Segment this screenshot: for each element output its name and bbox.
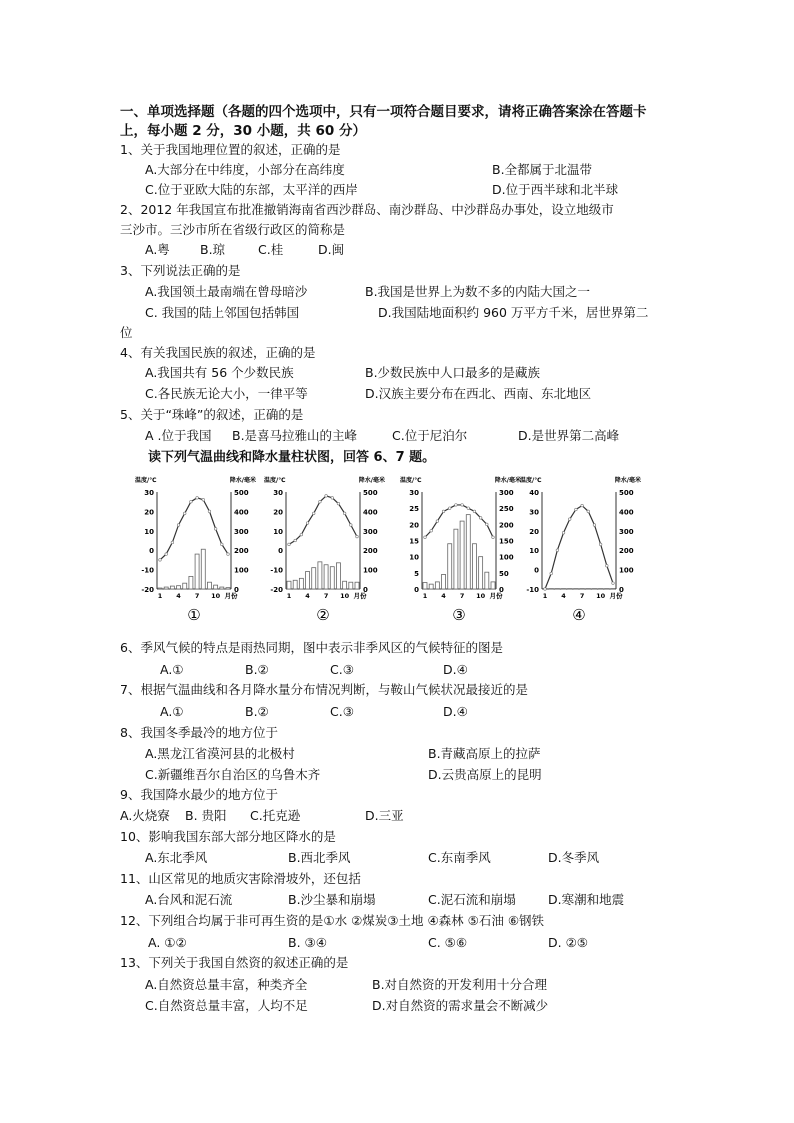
tick-right: 200 (363, 547, 378, 556)
tick-right: 0 (234, 586, 239, 594)
precip-bar (605, 589, 609, 590)
question-5-option-d: D.是世界第二高峰 (518, 428, 620, 443)
tick-left: 0 (149, 547, 154, 556)
tick-left: 0 (534, 566, 539, 575)
precip-bar (423, 583, 427, 589)
chart-label: ③ (452, 606, 466, 624)
question-6-option-a: A.① (160, 662, 184, 677)
temp-point (337, 502, 340, 505)
question-8-option-a: A.黑龙江省漠河县的北极村 (145, 746, 295, 761)
question-7-option-b: B.② (245, 704, 269, 719)
tick-left: 0 (278, 547, 283, 556)
chart-caption: 读下列气温曲线和降水量柱状图，回答 6、7 题。 (148, 450, 436, 465)
temp-point (165, 553, 168, 556)
chart-label: ② (316, 606, 330, 624)
climate-chart-4 (518, 474, 643, 627)
temp-point (159, 559, 162, 562)
x-axis-label: 月份 (353, 592, 367, 600)
temp-point (306, 522, 309, 525)
tick-x: 4 (441, 592, 446, 600)
precip-bar (349, 582, 353, 589)
precip-bar (195, 554, 199, 589)
question-3-option-c: C. 我国的陆上邻国包括韩国 (145, 305, 300, 320)
precip-bar (562, 589, 566, 590)
tick-right: 100 (499, 553, 514, 562)
tick-x: 7 (579, 592, 585, 600)
precip-bar (207, 582, 211, 589)
precip-bar (485, 572, 489, 589)
y-axis-right-label: 降水/毫米 (229, 477, 256, 484)
precip-bar (287, 581, 291, 589)
tick-left: -20 (141, 586, 154, 594)
precip-bar (448, 544, 452, 589)
tick-right: 200 (619, 547, 634, 556)
precip-bar (306, 572, 310, 589)
question-1-option-c: C.位于亚欧大陆的东部，太平洋的西岸 (145, 182, 358, 197)
tick-x: 7 (459, 592, 465, 600)
question-8-option-c: C.新疆维吾尔自治区的乌鲁木齐 (145, 767, 321, 782)
precip-bar (568, 589, 572, 590)
tick-right: 500 (363, 489, 378, 497)
question-13-option-c: C.自然资总量丰富，人均不足 (145, 998, 308, 1013)
tick-right: 0 (619, 586, 624, 594)
precip-bar (336, 563, 340, 589)
precip-bar (472, 544, 476, 589)
temp-point (294, 539, 297, 542)
question-2-stem: 三沙市。三沙市所在省级行政区的简称是 (120, 222, 346, 237)
question-12-option-b: B. ③④ (288, 935, 327, 950)
tick-left: 30 (409, 489, 419, 497)
question-5-option-a: A .位于我国 (145, 428, 212, 443)
x-axis-label: 月份 (489, 592, 503, 600)
question-3-option-a: A.我国领土最南端在曾母暗沙 (145, 284, 308, 299)
temp-curve (545, 506, 613, 589)
question-11-option-c: C.泥石流和崩塌 (428, 892, 516, 907)
temp-point (331, 497, 334, 500)
temp-point (544, 588, 547, 591)
question-6-option-c: C.③ (330, 662, 354, 677)
question-2-stem: 2、2012 年我国宣布批准撤销海南省西沙群岛、南沙群岛、中沙群岛办事处，设立地级市 (120, 202, 614, 217)
climate-chart-3 (398, 474, 523, 627)
x-axis-label: 月份 (609, 592, 623, 600)
question-5-option-b: B.是喜马拉雅山的主峰 (232, 428, 358, 443)
question-1-option-b: B.全都属于北温带 (492, 162, 593, 177)
question-3-option-b: B.我国是世界上为数不多的内陆大国之一 (365, 284, 591, 299)
temp-point (593, 524, 596, 527)
precip-bar (189, 576, 193, 589)
precip-bar (454, 529, 458, 589)
precip-bar (293, 580, 297, 589)
question-1-stem: 1、关于我国地理位置的叙述，正确的是 (120, 142, 341, 157)
precip-bar (318, 562, 322, 589)
tick-left: 20 (529, 527, 539, 536)
tick-right: 200 (234, 547, 249, 556)
tick-x: 7 (194, 592, 200, 600)
temp-point (356, 535, 359, 538)
temp-point (436, 520, 439, 523)
temp-point (183, 512, 186, 515)
precip-bar (479, 557, 483, 589)
temp-point (568, 518, 571, 521)
precip-bar (580, 589, 584, 590)
precip-bar (312, 568, 316, 589)
precip-bar (324, 565, 328, 589)
question-9-stem: 9、我国降水最少的地方位于 (120, 787, 278, 802)
question-5-option-c: C.位于尼泊尔 (392, 428, 468, 443)
question-10-option-c: C.东南季风 (428, 850, 491, 865)
question-12-option-d: D. ②⑤ (548, 935, 588, 950)
temp-point (556, 549, 559, 552)
precip-bar (183, 583, 187, 589)
temp-point (288, 543, 291, 546)
tick-right: 500 (619, 489, 634, 497)
precip-bar (599, 589, 603, 590)
temp-point (190, 500, 193, 503)
precip-bar (460, 521, 464, 589)
temp-point (486, 523, 489, 526)
precip-bar (226, 588, 230, 589)
tick-left: 10 (529, 547, 539, 556)
question-12-option-c: C. ⑤⑥ (428, 935, 468, 950)
question-4-option-d: D.汉族主要分布在西北、西南、东北地区 (365, 386, 592, 401)
question-4-stem: 4、有关我国民族的叙述，正确的是 (120, 345, 316, 360)
temp-point (312, 512, 315, 515)
temp-point (479, 517, 482, 520)
temp-point (350, 524, 353, 527)
temp-point (492, 536, 495, 539)
climate-chart-1 (133, 474, 258, 627)
chart-label: ① (187, 606, 201, 624)
temp-point (606, 564, 609, 567)
precip-bar (330, 567, 334, 589)
tick-left: -10 (526, 586, 539, 594)
temp-point (599, 543, 602, 546)
tick-left: 40 (529, 489, 539, 497)
y-axis-right-label: 降水/毫米 (494, 477, 521, 484)
tick-x: 10 (596, 592, 606, 600)
question-2-option-a: A.粤 (145, 242, 170, 257)
tick-right: 300 (499, 489, 514, 497)
y-axis-right-label: 降水/毫米 (614, 477, 641, 484)
question-7-stem: 7、根据气温曲线和各月降水量分布情况判断，与鞍山气候状况最接近的是 (120, 682, 528, 697)
question-4-option-a: A.我国共有 56 个少数民族 (145, 365, 294, 380)
temp-point (455, 504, 458, 507)
tick-left: 0 (414, 586, 419, 594)
temp-point (171, 541, 174, 544)
question-6-stem: 6、季风气候的特点是雨热同期，图中表示非季风区的气候特征的图是 (120, 640, 503, 655)
temp-point (550, 572, 553, 575)
precip-bar (574, 589, 578, 590)
tick-right: 300 (363, 527, 378, 536)
question-3-option-d: D.我国陆地面积约 960 万平方千米，居世界第二 (378, 305, 649, 320)
question-12-stem: 12、下列组合均属于非可再生资的是①水 ②煤炭③土地 ④森林 ⑤石油 ⑥钢铁 (120, 913, 545, 928)
question-7-option-c: C.③ (330, 704, 354, 719)
precip-bar (435, 582, 439, 589)
question-13-option-a: A.自然资总量丰富，种类齐全 (145, 977, 308, 992)
temp-point (319, 500, 322, 503)
question-11-stem: 11、山区常见的地质灾害除滑坡外，还包括 (120, 871, 361, 886)
tick-left: -10 (141, 566, 154, 575)
temp-point (177, 524, 180, 527)
question-12-option-a: A. ①② (148, 935, 187, 950)
climate-chart-2 (262, 474, 387, 627)
tick-right: 100 (234, 566, 249, 575)
question-6-option-d: D.④ (443, 662, 468, 677)
section-header-cont: 上，每小题 2 分，30 小题，共 60 分） (120, 123, 366, 139)
precip-bar (549, 589, 553, 590)
tick-left: 30 (273, 489, 283, 497)
question-7-option-d: D.④ (443, 704, 468, 719)
precip-bar (466, 515, 470, 589)
temp-point (214, 528, 217, 531)
tick-x: 10 (340, 592, 350, 600)
question-11-option-d: D.寒潮和地震 (548, 892, 625, 907)
temp-point (461, 504, 464, 507)
tick-right: 50 (499, 569, 509, 578)
y-axis-right-label: 降水/毫米 (358, 477, 385, 484)
tick-left: 25 (409, 505, 419, 514)
tick-right: 0 (499, 586, 504, 594)
question-3-stem: 3、下列说法正确的是 (120, 263, 241, 278)
question-9-option-d: D.三亚 (365, 808, 404, 823)
temp-point (442, 510, 445, 513)
tick-right: 100 (363, 566, 378, 575)
question-1-option-d: D.位于西半球和北半球 (492, 182, 619, 197)
tick-x: 1 (286, 592, 292, 600)
temp-point (424, 536, 427, 539)
precip-bar (201, 549, 205, 589)
question-9-option-c: C.托克逊 (250, 808, 301, 823)
question-7-option-a: A.① (160, 704, 184, 719)
temp-point (343, 512, 346, 515)
precip-bar (355, 582, 359, 589)
question-8-stem: 8、我国冬季最冷的地方位于 (120, 725, 278, 740)
precip-bar (442, 574, 446, 589)
precip-bar (555, 589, 559, 590)
question-1-option-a: A.大部分在中纬度，小部分在高纬度 (145, 162, 345, 177)
tick-x: 4 (176, 592, 181, 600)
temp-point (467, 507, 470, 510)
tick-right: 400 (619, 508, 634, 517)
question-2-option-d: D.闽 (318, 242, 345, 257)
precip-bar (592, 589, 596, 590)
tick-left: 10 (144, 527, 154, 536)
precip-bar (158, 588, 162, 589)
temp-point (581, 504, 584, 507)
question-10-stem: 10、影响我国东部大部分地区降水的是 (120, 829, 336, 844)
question-13-option-b: B.对自然资的开发利用十分合理 (372, 977, 548, 992)
temp-point (430, 530, 433, 533)
tick-left: -10 (270, 566, 283, 575)
tick-left: -20 (270, 586, 283, 594)
precip-bar (611, 589, 615, 590)
question-6-option-b: B.② (245, 662, 269, 677)
tick-left: 10 (409, 553, 419, 562)
tick-x: 10 (211, 592, 221, 600)
precip-bar (220, 587, 224, 589)
temp-point (221, 543, 224, 546)
tick-left: 30 (144, 489, 154, 497)
question-2-option-c: C.桂 (258, 242, 284, 257)
precip-bar (429, 584, 433, 589)
tick-x: 10 (476, 592, 486, 600)
tick-x: 1 (422, 592, 428, 600)
tick-right: 400 (234, 508, 249, 517)
tick-left: 10 (273, 527, 283, 536)
tick-right: 300 (619, 527, 634, 536)
temp-point (208, 510, 211, 513)
precip-bar (586, 589, 590, 590)
temp-point (196, 497, 199, 500)
chart-label: ④ (572, 606, 586, 624)
precip-bar (299, 578, 303, 589)
tick-left: 30 (529, 508, 539, 517)
precip-bar (343, 581, 347, 589)
x-axis-label: 月份 (224, 592, 238, 600)
temp-point (227, 553, 230, 556)
question-4-option-b: B.少数民族中人口最多的是藏族 (365, 365, 541, 380)
precip-bar (177, 586, 181, 589)
question-11-option-b: B.沙尘暴和崩塌 (288, 892, 376, 907)
tick-x: 4 (305, 592, 310, 600)
tick-right: 150 (499, 537, 514, 546)
precip-bar (491, 582, 495, 589)
tick-x: 1 (157, 592, 163, 600)
tick-right: 300 (234, 527, 249, 536)
question-2-option-b: B.琼 (200, 242, 226, 257)
temp-point (202, 498, 205, 501)
tick-x: 7 (323, 592, 329, 600)
tick-x: 1 (542, 592, 548, 600)
temp-curve (425, 505, 493, 537)
tick-left: 20 (409, 521, 419, 530)
question-11-option-a: A.台风和泥石流 (145, 892, 233, 907)
question-10-option-a: A.东北季风 (145, 850, 208, 865)
temp-point (612, 582, 615, 585)
tick-left: 20 (144, 508, 154, 517)
precip-bar (170, 586, 174, 589)
y-axis-left-label: 温度/℃ (400, 477, 422, 484)
tick-right: 250 (499, 505, 514, 514)
temp-point (575, 508, 578, 511)
y-axis-left-label: 温度/℃ (135, 477, 157, 484)
precip-bar (214, 585, 218, 589)
question-13-stem: 13、下列关于我国自然资的叙述正确的是 (120, 955, 349, 970)
temp-point (562, 531, 565, 534)
temp-point (473, 510, 476, 513)
question-4-option-c: C.各民族无论大小，一律平等 (145, 386, 308, 401)
tick-right: 400 (363, 508, 378, 517)
tick-right: 500 (234, 489, 249, 497)
question-3-stem-cont: 位 (120, 325, 133, 340)
question-9-option-a: A.火烧寮 (120, 808, 170, 823)
precip-bar (164, 587, 168, 589)
question-5-stem: 5、关于“珠峰”的叙述，正确的是 (120, 407, 304, 422)
temp-point (587, 510, 590, 513)
temp-point (325, 495, 328, 498)
tick-right: 0 (363, 586, 368, 594)
question-8-option-b: B.青藏高原上的拉萨 (428, 746, 541, 761)
temp-curve (289, 496, 357, 545)
tick-x: 4 (561, 592, 566, 600)
question-8-option-d: D.云贵高原上的昆明 (428, 767, 542, 782)
section-header: 一、单项选择题（各题的四个选项中，只有一项符合题目要求，请将正确答案涂在答题卡 (120, 104, 647, 120)
tick-left: 20 (273, 508, 283, 517)
temp-curve (160, 498, 228, 560)
y-axis-left-label: 温度/℃ (520, 477, 542, 484)
question-10-option-d: D.冬季风 (548, 850, 600, 865)
temp-point (300, 533, 303, 536)
tick-right: 200 (499, 521, 514, 530)
tick-left: 15 (409, 537, 419, 546)
question-9-option-b: B. 贵阳 (185, 808, 227, 823)
question-13-option-d: D.对自然资的需求量会不断减少 (372, 998, 549, 1013)
tick-left: 5 (414, 569, 419, 578)
temp-point (448, 507, 451, 510)
y-axis-left-label: 温度/℃ (264, 477, 286, 484)
tick-right: 100 (619, 566, 634, 575)
question-10-option-b: B.西北季风 (288, 850, 351, 865)
